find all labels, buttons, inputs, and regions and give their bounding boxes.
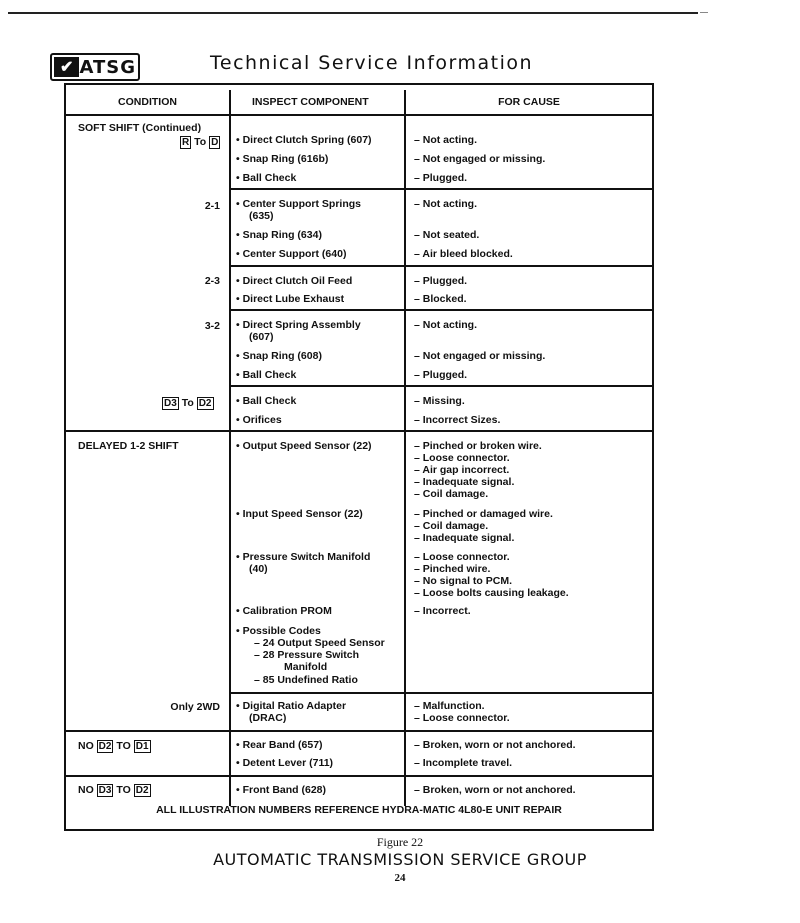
col-divider-1 bbox=[229, 90, 231, 806]
cause-item: – Not acting. bbox=[414, 198, 478, 210]
component-item: • Direct Lube Exhaust bbox=[236, 293, 345, 305]
code-item: – 24 Output Speed Sensor bbox=[254, 637, 385, 649]
component-item: • Snap Ring (616b) bbox=[236, 153, 329, 165]
page-number: 24 bbox=[394, 872, 406, 884]
component-item-cont: (607) bbox=[249, 331, 274, 343]
component-item: • Digital Ratio Adapter bbox=[236, 700, 347, 712]
cause-item: – Loose connector. bbox=[414, 452, 510, 464]
component-item: • Calibration PROM bbox=[236, 605, 332, 617]
condition-only-2wd: Only 2WD bbox=[170, 701, 220, 713]
component-item-cont: (DRAC) bbox=[249, 712, 287, 724]
header-condition: CONDITION bbox=[118, 96, 177, 108]
header-for-cause: FOR CAUSE bbox=[498, 96, 560, 108]
page-title: Technical Service Information bbox=[210, 52, 534, 74]
cause-item: – Not acting. bbox=[414, 319, 478, 331]
logo-text: ATSG bbox=[79, 56, 136, 78]
component-item: • Ball Check bbox=[236, 395, 297, 407]
service-table bbox=[64, 83, 654, 831]
cause-item: – Pinched or broken wire. bbox=[414, 440, 542, 452]
cause-item: – Plugged. bbox=[414, 369, 468, 381]
col-divider-2 bbox=[404, 90, 406, 806]
component-item: • Rear Band (657) bbox=[236, 739, 323, 751]
component-item: • Input Speed Sensor (22) bbox=[236, 508, 363, 520]
component-item: • Snap Ring (608) bbox=[236, 350, 322, 362]
top-tick bbox=[700, 12, 708, 13]
cause-item: – Malfunction. bbox=[414, 700, 485, 712]
cause-item: – Plugged. bbox=[414, 275, 468, 287]
component-item: • Center Support (640) bbox=[236, 248, 347, 260]
condition-delayed-1-2: DELAYED 1-2 SHIFT bbox=[78, 440, 179, 452]
cause-item: – Pinched wire. bbox=[414, 563, 491, 575]
cause-item: – Air bleed blocked. bbox=[414, 248, 513, 260]
component-item-cont: (40) bbox=[249, 563, 268, 575]
cause-item: – Incorrect Sizes. bbox=[414, 414, 501, 426]
cause-item: – Missing. bbox=[414, 395, 465, 407]
component-item: • Ball Check bbox=[236, 172, 297, 184]
row-rule bbox=[66, 730, 652, 732]
figure-caption: Figure 22 bbox=[376, 835, 424, 849]
component-item: • Direct Clutch Spring (607) bbox=[236, 134, 372, 146]
cause-item: – Incorrect. bbox=[414, 605, 471, 617]
component-item: • Ball Check bbox=[236, 369, 297, 381]
cause-item: – Loose bolts causing leakage. bbox=[414, 587, 569, 599]
component-item: • Front Band (628) bbox=[236, 784, 327, 796]
cause-item: – Air gap incorrect. bbox=[414, 464, 510, 476]
component-item-cont: (635) bbox=[249, 210, 274, 222]
cause-item: – Loose connector. bbox=[414, 551, 510, 563]
code-item-cont: Manifold bbox=[284, 661, 328, 673]
top-rule bbox=[8, 12, 698, 14]
cause-item: – Loose connector. bbox=[414, 712, 510, 724]
row-rule bbox=[229, 385, 652, 387]
row-rule bbox=[229, 188, 652, 190]
condition-3-2: 3-2 bbox=[204, 320, 220, 332]
row-rule bbox=[66, 430, 652, 432]
component-item: • Orifices bbox=[236, 414, 282, 426]
cause-item: – Inadequate signal. bbox=[414, 476, 515, 488]
condition-no-d2-to-d1: NO D2 TO D1 bbox=[78, 740, 149, 752]
row-rule bbox=[229, 309, 652, 311]
checkmark-icon: ✔ bbox=[54, 57, 79, 77]
component-item: • Snap Ring (634) bbox=[236, 229, 322, 241]
cause-item: – Blocked. bbox=[414, 293, 467, 305]
cause-item: – Broken, worn or not anchored. bbox=[414, 739, 576, 751]
component-item: • Output Speed Sensor (22) bbox=[236, 440, 372, 452]
condition-2-1: 2-1 bbox=[204, 200, 220, 212]
header-inspect-component: INSPECT COMPONENT bbox=[252, 96, 369, 108]
cause-item: – Broken, worn or not anchored. bbox=[414, 784, 576, 796]
condition-d3-to-d2: D3 To D2 bbox=[164, 397, 212, 409]
cause-item: – Not engaged or missing. bbox=[414, 153, 546, 165]
cause-item: – Coil damage. bbox=[414, 488, 489, 500]
component-item: • Possible Codes bbox=[236, 625, 321, 637]
cause-item: – No signal to PCM. bbox=[414, 575, 513, 587]
component-item: • Pressure Switch Manifold bbox=[236, 551, 371, 563]
row-rule bbox=[229, 265, 652, 267]
cause-item: – Pinched or damaged wire. bbox=[414, 508, 553, 520]
condition-r-to-d: R To D bbox=[182, 136, 219, 148]
cause-item: – Incomplete travel. bbox=[414, 757, 513, 769]
cause-item: – Coil damage. bbox=[414, 520, 489, 532]
atsg-logo bbox=[50, 53, 140, 81]
row-rule bbox=[66, 775, 652, 777]
cause-item: – Not engaged or missing. bbox=[414, 350, 546, 362]
header-rule bbox=[66, 114, 652, 116]
condition-2-3: 2-3 bbox=[204, 275, 220, 287]
cause-item: – Plugged. bbox=[414, 172, 468, 184]
organization-name: AUTOMATIC TRANSMISSION SERVICE GROUP bbox=[213, 850, 587, 869]
code-item: – 85 Undefined Ratio bbox=[254, 674, 358, 686]
cause-item: – Inadequate signal. bbox=[414, 532, 515, 544]
row-rule bbox=[229, 692, 652, 694]
cause-item: – Not acting. bbox=[414, 134, 478, 146]
table-footer-note: ALL ILLUSTRATION NUMBERS REFERENCE HYDRA-MATIC 4L80-E UNIT REPAIR bbox=[156, 804, 562, 816]
component-item: • Direct Spring Assembly bbox=[236, 319, 361, 331]
cause-item: – Not seated. bbox=[414, 229, 480, 241]
code-item: – 28 Pressure Switch bbox=[254, 649, 360, 661]
condition-soft-shift: SOFT SHIFT (Continued) bbox=[78, 122, 202, 134]
component-item: • Detent Lever (711) bbox=[236, 757, 334, 769]
component-item: • Center Support Springs bbox=[236, 198, 362, 210]
condition-no-d3-to-d2: NO D3 TO D2 bbox=[78, 784, 149, 796]
component-item: • Direct Clutch Oil Feed bbox=[236, 275, 353, 287]
